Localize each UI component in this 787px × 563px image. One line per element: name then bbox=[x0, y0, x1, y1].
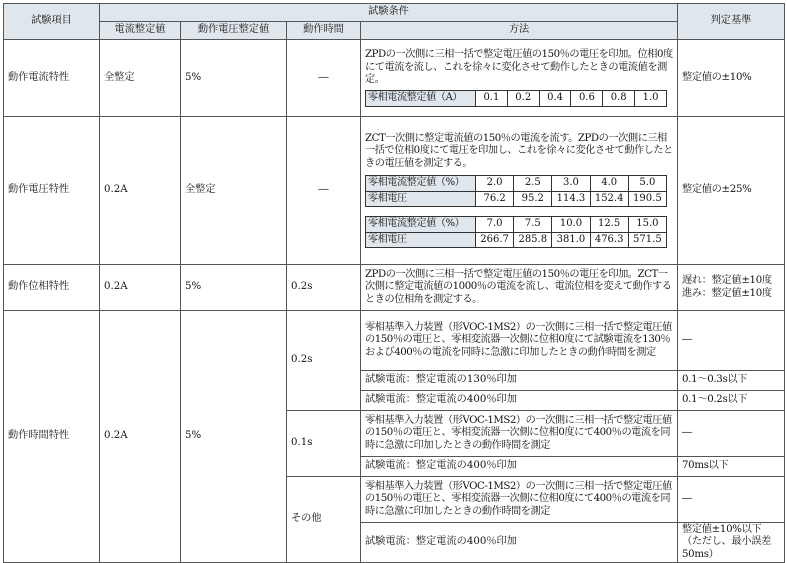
item-name: 動作電圧特性 bbox=[4, 117, 100, 265]
method-cell bbox=[361, 265, 678, 311]
sub-value: 0.6 bbox=[571, 91, 603, 107]
method-text: ZCT一次側に整定電流値の150％の電流を流す。ZPDの一次側に三相一括で位相0度にて電圧を印加し、これを徐々に変化させて動作したときの電圧値を測定する。 bbox=[365, 132, 673, 169]
header-test-item: 試験項目 bbox=[4, 4, 100, 40]
method-cell bbox=[361, 311, 678, 371]
criteria-line: 整定値±10%以下 bbox=[682, 524, 762, 535]
method-text: 零相基準入力装置（形VOC-1MS2）の一次側に三相一括で整定電圧値の150％の電圧と、零相変流器一次側に位相0度にて400％の電流を同時に急激に印加したときの動作時間を測定 bbox=[365, 414, 672, 451]
header-method: 方法 bbox=[361, 22, 678, 40]
sub-value: 0.2 bbox=[507, 91, 539, 107]
item-name: 動作位相特性 bbox=[4, 265, 100, 311]
sub-value: 76.2 bbox=[476, 191, 514, 207]
method-cell bbox=[361, 40, 678, 117]
sub-value: 190.5 bbox=[628, 191, 666, 207]
sub-value: 7.5 bbox=[514, 217, 552, 233]
sub-value: 571.5 bbox=[628, 232, 666, 248]
header-voltage-setting: 動作電圧整定値 bbox=[181, 22, 287, 40]
sub-label: 零相電流整定値（%） bbox=[366, 176, 476, 192]
test-condition: 試験電流：整定電流の130％印加 bbox=[361, 371, 678, 391]
sub-value: 15.0 bbox=[628, 217, 666, 233]
criteria: 0.1～0.2s以下 bbox=[678, 391, 785, 411]
criteria-line: 50ms） bbox=[682, 548, 719, 560]
test-spec-table bbox=[3, 3, 785, 563]
sub-value: 5.0 bbox=[628, 176, 666, 192]
sub-label: 零相電圧 bbox=[366, 191, 476, 207]
header-test-conditions: 試験条件 bbox=[100, 4, 678, 22]
row-phase-characteristic bbox=[4, 265, 785, 311]
row-voltage-characteristic bbox=[4, 117, 785, 265]
header-current-setting: 電流整定値 bbox=[100, 22, 181, 40]
criteria-line: （ただし、最小誤差 bbox=[682, 536, 771, 548]
sub-value: 476.3 bbox=[590, 232, 628, 248]
sub-value: 7.0 bbox=[476, 217, 514, 233]
header-operating-time: 動作時間 bbox=[287, 22, 361, 40]
sub-value: 0.4 bbox=[539, 91, 571, 107]
sub-value: 4.0 bbox=[590, 176, 628, 192]
criteria: ― bbox=[678, 411, 785, 457]
criteria: 整定値の±25% bbox=[678, 117, 785, 265]
criteria-lag: 遅れ：整定値±10度 bbox=[682, 275, 772, 287]
sub-value: 152.4 bbox=[590, 191, 628, 207]
operating-time-01s: 0.1s bbox=[287, 411, 361, 477]
operating-time: 0.2s bbox=[287, 265, 361, 311]
method-cell bbox=[361, 477, 678, 523]
current-setting-table bbox=[365, 90, 667, 107]
sub-value: 12.5 bbox=[590, 217, 628, 233]
sub-value: 2.0 bbox=[476, 176, 514, 192]
header-criteria: 判定基準 bbox=[678, 4, 785, 40]
voltage-setting: 5% bbox=[181, 311, 287, 563]
voltage-table-2 bbox=[365, 216, 667, 248]
sub-value: 10.0 bbox=[552, 217, 590, 233]
operating-time-02s: 0.2s bbox=[287, 311, 361, 411]
voltage-setting: 5% bbox=[181, 265, 287, 311]
operating-time: ― bbox=[287, 117, 361, 265]
criteria: ― bbox=[678, 311, 785, 371]
sub-value: 266.7 bbox=[476, 232, 514, 248]
method-text: ZPDの一次側に三相一括で整定電圧値の150％の電圧を印加。ZCT一次側に整定電流値の1000％の電流を流し、電流位相を変えて動作するときの位相角を測定する。 bbox=[365, 268, 672, 305]
voltage-setting: 全整定 bbox=[181, 117, 287, 265]
criteria bbox=[678, 265, 785, 311]
sub-value: 2.5 bbox=[514, 176, 552, 192]
row-time-characteristic bbox=[4, 311, 785, 371]
criteria-lead: 進み：整定値±10度 bbox=[682, 287, 772, 299]
operating-time-other: その他 bbox=[287, 477, 361, 563]
row-current-characteristic bbox=[4, 40, 785, 117]
test-condition: 試験電流：整定電流の400％印加 bbox=[361, 457, 678, 477]
voltage-setting: 5% bbox=[181, 40, 287, 117]
voltage-table-1 bbox=[365, 175, 667, 207]
current-setting: 全整定 bbox=[100, 40, 181, 117]
sub-value: 0.1 bbox=[476, 91, 508, 107]
method-cell bbox=[361, 411, 678, 457]
sub-value: 3.0 bbox=[552, 176, 590, 192]
method-text: 零相基準入力装置（形VOC-1MS2）の一次側に三相一括で整定電圧値の150％の電圧と、零相変流器一次側に位相0度にて400％の電流を同時に急激に印加したときの動作時間を測定 bbox=[365, 480, 672, 517]
sub-label: 零相電圧 bbox=[366, 232, 476, 248]
method-text: 零相基準入力装置（形VOC-1MS2）の一次側に三相一括で整定電圧値の150％の電圧と、零相変流器一次側に位相0度にて試験電流を130％および400％の電流を同時に急激に印加したときの動作時間を測定 bbox=[365, 321, 672, 358]
test-condition: 試験電流：整定電流の400％印加 bbox=[361, 391, 678, 411]
criteria: 整定値の±10% bbox=[678, 40, 785, 117]
current-setting: 0.2A bbox=[100, 117, 181, 265]
sub-label: 零相電流整定値（%） bbox=[366, 217, 476, 233]
sub-value: 381.0 bbox=[552, 232, 590, 248]
criteria: 0.1～0.3s以下 bbox=[678, 371, 785, 391]
sub-value: 1.0 bbox=[635, 91, 667, 107]
sub-value: 114.3 bbox=[552, 191, 590, 207]
current-setting: 0.2A bbox=[100, 265, 181, 311]
method-cell bbox=[361, 117, 678, 265]
test-condition: 試験電流：整定電流の400％印加 bbox=[361, 523, 678, 563]
method-text: ZPDの一次側に三相一括で整定電圧値の150％の電圧を印加。位相0度にて電流を流し、これを徐々に変化させて動作したときの電流値を測定。 bbox=[365, 49, 673, 85]
sub-value: 0.8 bbox=[603, 91, 635, 107]
criteria: ― bbox=[678, 477, 785, 523]
criteria: 70ms以下 bbox=[678, 457, 785, 477]
sub-label: 零相電流整定値（A） bbox=[366, 91, 476, 107]
current-setting: 0.2A bbox=[100, 311, 181, 563]
sub-value: 285.8 bbox=[514, 232, 552, 248]
item-name: 動作時間特性 bbox=[4, 311, 100, 563]
item-name: 動作電流特性 bbox=[4, 40, 100, 117]
sub-value: 95.2 bbox=[514, 191, 552, 207]
criteria bbox=[678, 523, 785, 563]
operating-time: ― bbox=[287, 40, 361, 117]
